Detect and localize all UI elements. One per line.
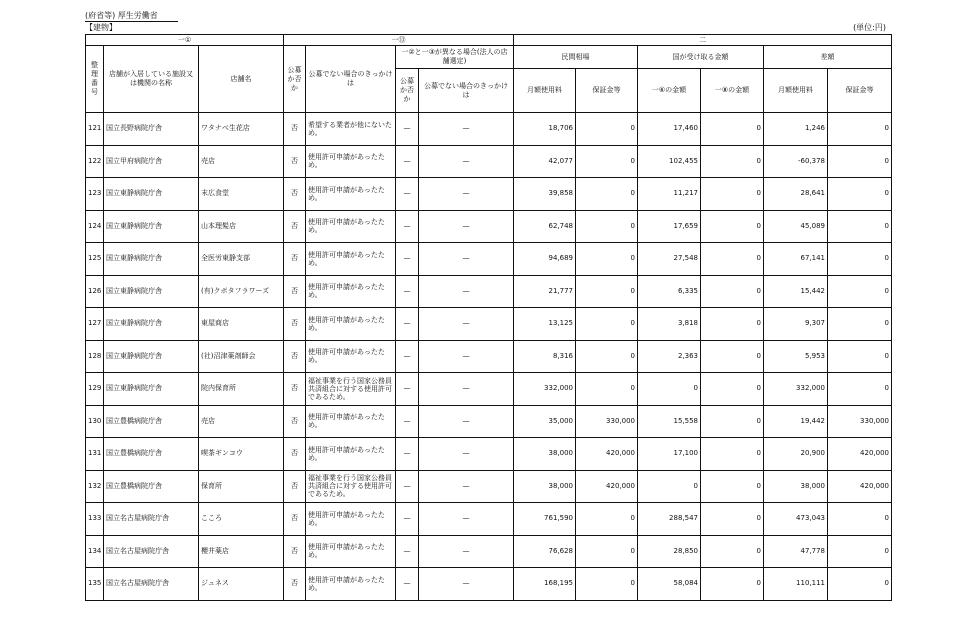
- amt8-cell: 0: [701, 568, 764, 601]
- facility-cell: 国立東静病院庁舎: [104, 178, 199, 211]
- monthly-cell: 168,195: [514, 568, 576, 601]
- diff-monthly-cell: 1,246: [764, 113, 828, 146]
- deposit-header: 保証金等: [576, 69, 638, 113]
- group1-header: 一①: [86, 35, 284, 46]
- no-cell: 131: [86, 438, 104, 471]
- table-row: [86, 340, 892, 373]
- diff-monthly-cell: 47,778: [764, 535, 828, 568]
- facility-cell: 国立長野病院庁舎: [104, 113, 199, 146]
- amt8-cell: 0: [701, 503, 764, 536]
- amt6-cell: 11,217: [638, 178, 701, 211]
- diff-deposit-cell: 0: [828, 340, 892, 373]
- monthly-cell: 761,590: [514, 503, 576, 536]
- facility-cell: 国立甲府病院庁舎: [104, 145, 199, 178]
- deposit-cell: 0: [576, 145, 638, 178]
- table-row: [86, 373, 892, 406]
- reason2-cell: —: [419, 145, 514, 178]
- reason2-cell: —: [419, 438, 514, 471]
- no-cell: 129: [86, 373, 104, 406]
- public2-cell: —: [396, 243, 419, 276]
- reason-cell: 使用許可申請があったため。: [306, 340, 396, 373]
- table-row: [86, 438, 892, 471]
- amt8-cell: 0: [701, 405, 764, 438]
- deposit-cell: 0: [576, 568, 638, 601]
- public2-cell: —: [396, 145, 419, 178]
- amt8-cell: 0: [701, 178, 764, 211]
- amt8-header: 一⑧の金額: [701, 69, 764, 113]
- diff-deposit-cell: 0: [828, 535, 892, 568]
- monthly-cell: 38,000: [514, 438, 576, 471]
- diff-monthly-header: 月額使用料: [764, 69, 828, 113]
- table-row: [86, 243, 892, 276]
- reason-cell: 使用許可申請があったため。: [306, 438, 396, 471]
- public-cell: 否: [284, 178, 306, 211]
- amt8-cell: 0: [701, 535, 764, 568]
- reason2-cell: —: [419, 373, 514, 406]
- public-cell: 否: [284, 535, 306, 568]
- no-cell: 127: [86, 308, 104, 341]
- table-row: [86, 535, 892, 568]
- diff-deposit-cell: 0: [828, 243, 892, 276]
- deposit-cell: 0: [576, 373, 638, 406]
- reason-cell: 希望する業者が他にないため。: [306, 113, 396, 146]
- reason-cell: 使用許可申請があったため。: [306, 210, 396, 243]
- public2-cell: —: [396, 470, 419, 503]
- group2-header: 二: [514, 35, 892, 46]
- table-row: [86, 405, 892, 438]
- shop-cell: 全医労東静支部: [199, 243, 284, 276]
- monthly-cell: 8,316: [514, 340, 576, 373]
- public2-cell: —: [396, 373, 419, 406]
- no-cell: 121: [86, 113, 104, 146]
- table-row: [86, 145, 892, 178]
- facility-header: 店舗が入居している施設又は機関の名称: [104, 46, 199, 113]
- public-cell: 否: [284, 145, 306, 178]
- reason2-cell: —: [419, 340, 514, 373]
- shop-cell: (有)クボタフラワーズ: [199, 275, 284, 308]
- amt8-cell: 0: [701, 340, 764, 373]
- monthly-cell: 94,689: [514, 243, 576, 276]
- shop-cell: 東屋商店: [199, 308, 284, 341]
- market-header: 民間相場: [514, 46, 638, 69]
- deposit-cell: 420,000: [576, 438, 638, 471]
- monthly-cell: 18,706: [514, 113, 576, 146]
- no-cell: 123: [86, 178, 104, 211]
- amt8-cell: 0: [701, 373, 764, 406]
- monthly-cell: 42,077: [514, 145, 576, 178]
- no-cell: 134: [86, 535, 104, 568]
- public2-cell: —: [396, 438, 419, 471]
- table-row: [86, 470, 892, 503]
- diff-deposit-cell: 0: [828, 373, 892, 406]
- reason2-header: 公募でない場合のきっかけは: [419, 69, 514, 113]
- diff-deposit-cell: 0: [828, 568, 892, 601]
- public2-cell: —: [396, 535, 419, 568]
- facility-cell: 国立東静病院庁舎: [104, 243, 199, 276]
- diff-deposit-cell: 420,000: [828, 470, 892, 503]
- amt6-cell: 0: [638, 373, 701, 406]
- no-cell: 135: [86, 568, 104, 601]
- diff-deposit-cell: 0: [828, 210, 892, 243]
- diff-monthly-cell: -60,378: [764, 145, 828, 178]
- shop-cell: 末広食堂: [199, 178, 284, 211]
- facility-cell: 国立東静病院庁舎: [104, 308, 199, 341]
- diff-monthly-cell: 473,043: [764, 503, 828, 536]
- reason2-cell: —: [419, 275, 514, 308]
- facility-cell: 国立名古屋病院庁舎: [104, 503, 199, 536]
- table-row: [86, 210, 892, 243]
- reason-cell: 使用許可申請があったため。: [306, 275, 396, 308]
- facility-cell: 国立豊橋病院庁舎: [104, 438, 199, 471]
- deposit-cell: 0: [576, 275, 638, 308]
- amt6-cell: 288,547: [638, 503, 701, 536]
- public-cell: 否: [284, 503, 306, 536]
- table-row: [86, 568, 892, 601]
- diff-deposit-header: 保証金等: [828, 69, 892, 113]
- reason2-cell: —: [419, 178, 514, 211]
- monthly-header: 月額使用料: [514, 69, 576, 113]
- public-cell: 否: [284, 470, 306, 503]
- amt6-cell: 0: [638, 470, 701, 503]
- diff-monthly-cell: 38,000: [764, 470, 828, 503]
- public2-cell: —: [396, 503, 419, 536]
- store-table: [85, 34, 892, 601]
- reason-cell: 使用許可申請があったため。: [306, 243, 396, 276]
- reason2-cell: —: [419, 243, 514, 276]
- no-header: 整理番号: [86, 46, 104, 113]
- amt8-cell: 0: [701, 145, 764, 178]
- public2-cell: —: [396, 405, 419, 438]
- shop-cell: ジュネス: [199, 568, 284, 601]
- monthly-cell: 76,628: [514, 535, 576, 568]
- amt6-cell: 2,363: [638, 340, 701, 373]
- difference-header: 差額: [764, 46, 892, 69]
- amt6-cell: 17,460: [638, 113, 701, 146]
- public2-cell: —: [396, 113, 419, 146]
- amt6-cell: 3,818: [638, 308, 701, 341]
- shop-cell: 保育所: [199, 470, 284, 503]
- no-cell: 124: [86, 210, 104, 243]
- reason-header: 公募でない場合のきっかけは: [306, 46, 396, 113]
- reason2-cell: —: [419, 308, 514, 341]
- diff-monthly-cell: 67,141: [764, 243, 828, 276]
- no-cell: 130: [86, 405, 104, 438]
- deposit-cell: 0: [576, 243, 638, 276]
- group13-header: 一⑬: [284, 35, 514, 46]
- public2-cell: —: [396, 340, 419, 373]
- monthly-cell: 39,858: [514, 178, 576, 211]
- amt8-cell: 0: [701, 113, 764, 146]
- no-cell: 132: [86, 470, 104, 503]
- public2-cell: —: [396, 275, 419, 308]
- diff-monthly-cell: 45,089: [764, 210, 828, 243]
- diff-monthly-cell: 20,900: [764, 438, 828, 471]
- amt8-cell: 0: [701, 275, 764, 308]
- amt6-cell: 17,659: [638, 210, 701, 243]
- amt6-cell: 102,455: [638, 145, 701, 178]
- diff-monthly-cell: 19,442: [764, 405, 828, 438]
- facility-cell: 国立名古屋病院庁舎: [104, 568, 199, 601]
- monthly-cell: 38,000: [514, 470, 576, 503]
- ministry-label: (府省等) 厚生労働省: [85, 11, 178, 22]
- facility-cell: 国立豊橋病院庁舎: [104, 470, 199, 503]
- deposit-cell: 0: [576, 535, 638, 568]
- diff-deposit-cell: 420,000: [828, 438, 892, 471]
- public2-cell: —: [396, 178, 419, 211]
- shop-cell: 売店: [199, 405, 284, 438]
- no-cell: 133: [86, 503, 104, 536]
- public2-cell: —: [396, 210, 419, 243]
- public2-cell: —: [396, 308, 419, 341]
- shop-cell: 櫻井薬店: [199, 535, 284, 568]
- reason2-cell: —: [419, 535, 514, 568]
- monthly-cell: 332,000: [514, 373, 576, 406]
- public-cell: 否: [284, 210, 306, 243]
- deposit-cell: 0: [576, 503, 638, 536]
- diff-monthly-cell: 5,953: [764, 340, 828, 373]
- table-row: [86, 503, 892, 536]
- amt6-cell: 27,548: [638, 243, 701, 276]
- public-cell: 否: [284, 275, 306, 308]
- facility-cell: 国立東静病院庁舎: [104, 373, 199, 406]
- monthly-cell: 13,125: [514, 308, 576, 341]
- shop-cell: 売店: [199, 145, 284, 178]
- sub-diff-header: 一②と一③が異なる場合(法人の店舗選定): [396, 46, 514, 69]
- public-cell: 否: [284, 438, 306, 471]
- table-row: [86, 275, 892, 308]
- shop-cell: ワタナベ生花店: [199, 113, 284, 146]
- facility-cell: 国立東静病院庁舎: [104, 275, 199, 308]
- amt6-cell: 15,558: [638, 405, 701, 438]
- public-cell: 否: [284, 113, 306, 146]
- amt8-cell: 0: [701, 470, 764, 503]
- diff-deposit-cell: 0: [828, 178, 892, 211]
- no-cell: 122: [86, 145, 104, 178]
- reason-cell: 使用許可申請があったため。: [306, 503, 396, 536]
- monthly-cell: 35,000: [514, 405, 576, 438]
- deposit-cell: 0: [576, 210, 638, 243]
- diff-deposit-cell: 0: [828, 275, 892, 308]
- diff-monthly-cell: 15,442: [764, 275, 828, 308]
- no-cell: 125: [86, 243, 104, 276]
- public-cell: 否: [284, 568, 306, 601]
- diff-monthly-cell: 9,307: [764, 308, 828, 341]
- public-cell: 否: [284, 308, 306, 341]
- diff-monthly-cell: 110,111: [764, 568, 828, 601]
- amt8-cell: 0: [701, 308, 764, 341]
- diff-monthly-cell: 28,641: [764, 178, 828, 211]
- received-header: 国が受け取る金額: [638, 46, 764, 69]
- reason-cell: 使用許可申請があったため。: [306, 145, 396, 178]
- unit-label: (単位:円): [853, 23, 886, 32]
- shop-cell: 喫茶ギンコウ: [199, 438, 284, 471]
- public-cell: 否: [284, 405, 306, 438]
- reason2-cell: —: [419, 210, 514, 243]
- no-cell: 126: [86, 275, 104, 308]
- reason2-cell: —: [419, 568, 514, 601]
- table-row: [86, 178, 892, 211]
- public2-cell: —: [396, 568, 419, 601]
- amt6-header: 一⑥の金額: [638, 69, 701, 113]
- diff-deposit-cell: 0: [828, 113, 892, 146]
- shop-cell: こころ: [199, 503, 284, 536]
- deposit-cell: 0: [576, 308, 638, 341]
- reason-cell: 使用許可申請があったため。: [306, 308, 396, 341]
- public2-header: 公募か否か: [396, 69, 419, 113]
- shop-cell: 院内保育所: [199, 373, 284, 406]
- diff-deposit-cell: 0: [828, 308, 892, 341]
- reason2-cell: —: [419, 113, 514, 146]
- amt6-cell: 58,084: [638, 568, 701, 601]
- table-row: [86, 308, 892, 341]
- shop-header: 店舗名: [199, 46, 284, 113]
- reason2-cell: —: [419, 405, 514, 438]
- deposit-cell: 0: [576, 178, 638, 211]
- category-label: 【建物】: [85, 23, 117, 32]
- public-cell: 否: [284, 340, 306, 373]
- reason-cell: 使用許可申請があったため。: [306, 535, 396, 568]
- diff-deposit-cell: 0: [828, 503, 892, 536]
- deposit-cell: 0: [576, 340, 638, 373]
- shop-cell: (社)沼津薬剤師会: [199, 340, 284, 373]
- reason2-cell: —: [419, 470, 514, 503]
- facility-cell: 国立豊橋病院庁舎: [104, 405, 199, 438]
- public-cell: 否: [284, 243, 306, 276]
- amt6-cell: 17,100: [638, 438, 701, 471]
- reason-cell: 使用許可申請があったため。: [306, 178, 396, 211]
- reason-cell: 福祉事業を行う国家公務員共済組合に対する使用許可であるため。: [306, 373, 396, 406]
- public-cell: 否: [284, 373, 306, 406]
- amt6-cell: 28,850: [638, 535, 701, 568]
- amt8-cell: 0: [701, 243, 764, 276]
- amt8-cell: 0: [701, 438, 764, 471]
- deposit-cell: 330,000: [576, 405, 638, 438]
- public-header: 公募か否か: [284, 46, 306, 113]
- reason-cell: 使用許可申請があったため。: [306, 568, 396, 601]
- no-cell: 128: [86, 340, 104, 373]
- deposit-cell: 420,000: [576, 470, 638, 503]
- reason2-cell: —: [419, 503, 514, 536]
- amt6-cell: 6,335: [638, 275, 701, 308]
- reason-cell: 使用許可申請があったため。: [306, 405, 396, 438]
- facility-cell: 国立東静病院庁舎: [104, 340, 199, 373]
- amt8-cell: 0: [701, 210, 764, 243]
- diff-deposit-cell: 0: [828, 145, 892, 178]
- facility-cell: 国立東静病院庁舎: [104, 210, 199, 243]
- diff-deposit-cell: 330,000: [828, 405, 892, 438]
- reason-cell: 福祉事業を行う国家公務員共済組合に対する使用許可であるため。: [306, 470, 396, 503]
- table-row: [86, 113, 892, 146]
- monthly-cell: 21,777: [514, 275, 576, 308]
- deposit-cell: 0: [576, 113, 638, 146]
- monthly-cell: 62,748: [514, 210, 576, 243]
- diff-monthly-cell: 332,000: [764, 373, 828, 406]
- facility-cell: 国立名古屋病院庁舎: [104, 535, 199, 568]
- shop-cell: 山本理髪店: [199, 210, 284, 243]
